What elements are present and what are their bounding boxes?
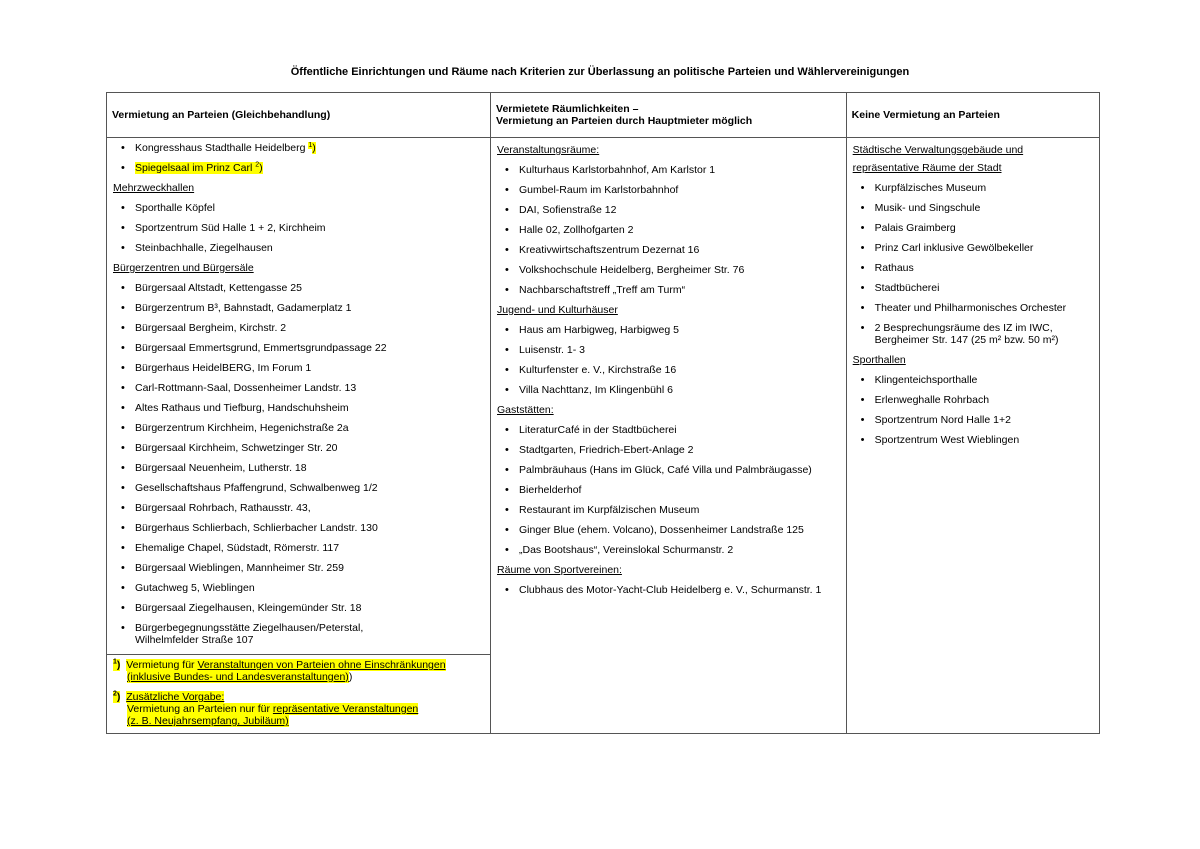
footnote-2: $^2$) Zusätzliche Vorgabe: Vermietung an Parteien nur für repräsentative Veranstaltungen (z. B. Neujahrsempfang, Jubiläum) <box>113 690 419 727</box>
list-item: • Gumbel-Raum im Karlstorbahnhof <box>497 184 840 196</box>
footnotes <box>107 654 490 733</box>
list-item: • Bierhelderhof <box>497 484 840 496</box>
list-item: • Erlenweghalle Rohrbach <box>853 394 1093 406</box>
list-item: • Haus am Harbigweg, Harbigweg 5 <box>497 324 840 336</box>
list-item: • Kulturfenster e. V., Kirchstraße 16 <box>497 364 840 376</box>
list-item: • Bürgersaal Wieblingen, Mannheimer Str. 259 <box>113 562 484 574</box>
header-text: Keine Vermietung an Parteien <box>851 109 1000 121</box>
list-item: • Bürgerhaus HeidelBERG, Im Forum 1 <box>113 362 484 374</box>
list-item: • Clubhaus des Motor-Yacht-Club Heidelberg e. V., Schurmanstr. 1 <box>497 584 840 596</box>
section-heading: Räume von Sportvereinen: <box>497 564 622 576</box>
header-col-hauptmieter <box>491 93 847 138</box>
footnote-1: $^1$) Vermietung für Veranstaltungen von Parteien ohne Einschränkungen (inklusive Bundes- und Landesveranstaltungen)) <box>113 658 446 683</box>
header-col-keine-vermietung <box>846 93 1099 138</box>
list-item: • Bürgersaal Ziegelhausen, Kleingemünder Str. 18 <box>113 602 484 614</box>
list-item: • Bürgerbegegnungsstätte Ziegelhausen/Peterstal, Wilhelmfelder Straße 107 <box>113 622 484 646</box>
list-item: • Ginger Blue (ehem. Volcano), Dossenheimer Landstraße 125 <box>497 524 840 536</box>
list-item: • Restaurant im Kurpfälzischen Museum <box>497 504 840 516</box>
list-item: • Stadtbücherei <box>853 282 1093 294</box>
section-heading: repräsentative Räume der Stadt <box>852 162 1002 174</box>
list-item: • Bürgersaal Altstadt, Kettengasse 25 <box>113 282 484 294</box>
veranstaltung-list <box>497 164 840 296</box>
list-item: • DAI, Sofienstraße 12 <box>497 204 840 216</box>
page-title: Öffentliche Einrichtungen und Räume nach Kriterien zur Überlassung an politische Parteien und Wählervereinigungen <box>290 66 910 78</box>
section-heading: Bürgerzentren und Bürgersäle <box>113 262 254 274</box>
top-list <box>113 142 484 174</box>
section-heading: Sporthallen <box>852 354 906 366</box>
list-item: • Bürgersaal Emmertsgrund, Emmertsgrundpassage 22 <box>113 342 484 354</box>
col3-cell <box>846 138 1099 734</box>
list-item: • Kongresshaus Stadthalle Heidelberg $^1$) <box>113 142 484 154</box>
list-item: • „Das Bootshaus“, Vereinslokal Schurmanstr. 2 <box>497 544 840 556</box>
list-item: • Nachbarschaftstreff „Treff am Turm“ <box>497 284 840 296</box>
list-item: • Sportzentrum Nord Halle 1+2 <box>853 414 1093 426</box>
section-heading: Städtische Verwaltungsgebäude und <box>852 144 1024 156</box>
list-item: • Bürgerzentrum B³, Bahnstadt, Gadamerplatz 1 <box>113 302 484 314</box>
list-item: • Gesellschaftshaus Pfaffengrund, Schwalbenweg 1/2 <box>113 482 484 494</box>
list-item: • Volkshochschule Heidelberg, Bergheimer Str. 76 <box>497 264 840 276</box>
mehrzweck-list <box>113 202 484 254</box>
facilities-table <box>106 92 1100 734</box>
list-item: • 2 Besprechungsräume des IZ im IWC, Bergheimer Str. 147 (25 m² bzw. 50 m²) <box>853 322 1093 346</box>
list-item: • Bürgersaal Neuenheim, Lutherstr. 18 <box>113 462 484 474</box>
col1-cell <box>107 138 491 734</box>
list-item: • Palmbräuhaus (Hans im Glück, Café Villa und Palmbräugasse) <box>497 464 840 476</box>
header-text-line2: Vermietung an Parteien durch Hauptmieter möglich <box>496 115 753 127</box>
list-item: • Kreativwirtschaftszentrum Dezernat 16 <box>497 244 840 256</box>
list-item: • Luisenstr. 1- 3 <box>497 344 840 356</box>
list-item: • Kulturhaus Karlstorbahnhof, Am Karlstor 1 <box>497 164 840 176</box>
list-item: • Bürgersaal Bergheim, Kirchstr. 2 <box>113 322 484 334</box>
section-heading: Jugend- und Kulturhäuser <box>497 304 618 316</box>
list-item: • Bürgersaal Kirchheim, Schwetzinger Str. 20 <box>113 442 484 454</box>
header-text-line1: Vermietete Räumlichkeiten – <box>496 103 639 115</box>
gast-list <box>497 424 840 556</box>
section-heading: Veranstaltungsräume: <box>497 144 600 156</box>
list-item: • Gutachweg 5, Wieblingen <box>113 582 484 594</box>
list-item: • Villa Nachttanz, Im Klingenbühl 6 <box>497 384 840 396</box>
col2-cell <box>491 138 847 734</box>
list-item: • Bürgersaal Rohrbach, Rathausstr. 43, <box>113 502 484 514</box>
header-text: Vermietung an Parteien (Gleichbehandlung) <box>112 109 331 121</box>
list-item: • Klingenteichsporthalle <box>853 374 1093 386</box>
jugend-list <box>497 324 840 396</box>
sportverein-list <box>497 584 840 596</box>
buerger-list <box>113 282 484 646</box>
table-header-row <box>107 93 1100 138</box>
list-item: • Sportzentrum Süd Halle 1 + 2, Kirchheim <box>113 222 484 234</box>
list-item: • Bürgerzentrum Kirchheim, Hegenichstraße 2a <box>113 422 484 434</box>
section-heading: Gaststätten: <box>497 404 554 416</box>
list-item: • Theater und Philharmonisches Orchester <box>853 302 1093 314</box>
list-item: • Musik- und Singschule <box>853 202 1093 214</box>
list-item: • Sportzentrum West Wieblingen <box>853 434 1093 446</box>
section-heading: Mehrzweckhallen <box>113 182 195 194</box>
list-item: • Steinbachhalle, Ziegelhausen <box>113 242 484 254</box>
list-item: • Kurpfälzisches Museum <box>853 182 1093 194</box>
footnote-ref: 1 <box>308 141 313 149</box>
list-item: • Palais Graimberg <box>853 222 1093 234</box>
header-col-gleichbehandlung <box>107 93 491 138</box>
list-item: • LiteraturCafé in der Stadtbücherei <box>497 424 840 436</box>
list-item: • Rathaus <box>853 262 1093 274</box>
list-item: • Carl-Rottmann-Saal, Dossenheimer Landstr. 13 <box>113 382 484 394</box>
verwaltung-list <box>853 182 1093 346</box>
table-body-row <box>107 138 1100 734</box>
list-item: • Sporthalle Köpfel <box>113 202 484 214</box>
list-item: • Ehemalige Chapel, Südstadt, Römerstr. 117 <box>113 542 484 554</box>
list-item: • Prinz Carl inklusive Gewölbekeller <box>853 242 1093 254</box>
list-item: • Altes Rathaus und Tiefburg, Handschuhsheim <box>113 402 484 414</box>
list-item: • Halle 02, Zollhofgarten 2 <box>497 224 840 236</box>
list-item: • Stadtgarten, Friedrich-Ebert-Anlage 2 <box>497 444 840 456</box>
sporthallen-list <box>853 374 1093 446</box>
list-item: • Bürgerhaus Schlierbach, Schlierbacher Landstr. 130 <box>113 522 484 534</box>
footnote-ref: 2 <box>255 161 260 169</box>
list-item: • Spiegelsaal im Prinz Carl $^2$) <box>113 162 484 174</box>
